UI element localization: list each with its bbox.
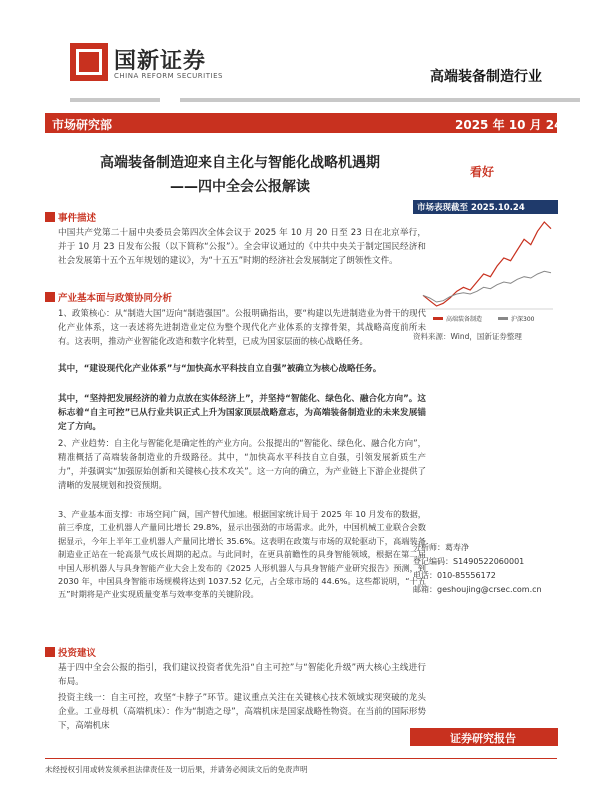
report-title: 高端装备制造迎来自主化与智能化战略机遇期 xyxy=(100,155,380,171)
chart-title: 市场表现截至 2025.10.24 xyxy=(417,203,525,213)
industry-label: 高端装备制造行业 xyxy=(430,69,542,85)
legend-swatch-2 xyxy=(498,317,508,320)
analyst-name: 分析师：葛寿净 xyxy=(413,543,469,552)
section-icon xyxy=(45,647,55,657)
department-label: 市场研究部 xyxy=(52,118,113,132)
policy-paragraph-2: 其中，“建设现代化产业体系”与“加快高水平科技自立自强”被确立为核心战略任务。 xyxy=(58,364,382,374)
chart-header xyxy=(413,200,558,214)
disclaimer: 未经授权引用或转发须承担法律责任及一切后果，并请务必阅读文后的免责声明 xyxy=(45,765,308,774)
footer-divider xyxy=(45,758,557,759)
policy-paragraph-3: 其中，“坚持把发展经济的着力点放在实体经济上”，并坚持“智能化、绿色化、融合化方向”。这标志着“自主可控”已从行业共识正式上升为国家顶层战略意志，为高端装备制造业的未来发展锚定了方向。 xyxy=(58,394,426,432)
report-date: 2025 年 10 月 24 日 xyxy=(455,118,579,132)
legend-swatch-1 xyxy=(433,317,443,320)
policy-paragraph-1: 1、政策核心：从“制造大国”迈向“制造强国”。公报明确指出，要“构建以先进制造业为骨干的现代化产业体系，这一表述将先进制造业定位为整个现代化产业体系的支撑骨架，其战略高度前所未有。这表明，推动产业智能化改造和数字化转型，已成为国家层面的核心战略任务。 xyxy=(58,308,426,346)
series-line-high-end xyxy=(423,222,551,306)
event-text: 中国共产党第二十届中央委员会第四次全体会议于 2025 年 10 月 20 日至 23 日在北京举行，并于 10 月 23 日发布公报（以下简称“公报”）。全会审议通过的《中共中央关于制定国民经济和社会发展第十五个五年规划的建议》，为“十五五”时期的经济社会发展制定了朗领性文件。 xyxy=(58,228,426,266)
section-heading-invest: 投资建议 xyxy=(45,645,96,659)
section-icon xyxy=(45,292,55,302)
brand-name-en: CHINA REFORM SECURITIES xyxy=(114,72,223,80)
rating-badge: 看好 xyxy=(470,165,495,179)
section-icon xyxy=(45,212,55,222)
section-heading-policy: 产业基本面与政策协同分析 xyxy=(45,290,172,304)
report-subtitle: ——四中全会公报解读 xyxy=(170,179,310,195)
invest-paragraph-1: 基于四中全会公报的指引，我们建议投资者优先沿“自主可控”与“智能化升级”两大核心主线进行布局。 xyxy=(58,663,426,687)
header-divider-left xyxy=(70,98,160,102)
chart-source: 资料来源：Wind，国新证券整理 xyxy=(413,332,522,341)
brand-logo xyxy=(70,43,108,81)
report-type-badge xyxy=(410,728,558,746)
market-chart xyxy=(413,214,558,329)
policy-paragraph-4: 2、产业趋势：自主化与智能化是确定性的产业方向。公报提出的“智能化、绿色化、融合化方向”，精准概括了高端装备制造业的升级路径。其中，“加快高水平科技自立自强，引领发展新质生产力”，并强调实“加强原始创新和关键核心技术攻关”。这一方向的确立，为产业链上下游企业提供了清晰的发展规划和投资预期。 xyxy=(58,438,426,490)
invest-paragraph-2: 投资主线一：自主可控，攻坚“卡脖子”环节。建议重点关注在关键核心技术领域实现突破的龙头企业。工业母机（高端机床）：作为“制造之母”，高端机床是国家战略性物资。在当前的国际形势下，高端机床 xyxy=(58,693,426,731)
legend-label-2: 沪深300 xyxy=(511,316,535,323)
header-divider-right xyxy=(180,98,580,102)
report-type-label: 证券研究报告 xyxy=(450,732,516,745)
policy-paragraph-5: 3、产业基本面支撑：市场空间广阔，国产替代加速。根据国家统计局于 2025 年 10 月发布的数据，前三季度，工业机器人产量同比增长 29.8%，显示出强劲的市场需求。此外，中国机械工业联合会数据显示，今年上半年工业机器人产量同比增长 35.6%。这表明在政策与市场的双轮驱动下，高端装备制造业正站在一轮高景气成长周期的起点。与此同时，在更具前瞻性的具身智能领域，根据在第二届中国人形机器人与具身智能产业大会上发布的《2025 人形机器人与具身智能产业研究报告》预测，到 2030 年，中国具身智能市场规模将达到 1037.52 亿元，占全球市场的 44.6%。这些都说明，“十五五”时期将是产业实现质量变革与效率变革的关键阶段。 xyxy=(58,509,426,600)
brand-name: 国新证券 xyxy=(114,49,207,74)
analyst-phone: 电话：010-85556172 xyxy=(413,571,496,580)
section-heading-event: 事件描述 xyxy=(45,210,96,224)
analyst-license: 登记编码：S1490522060001 xyxy=(413,557,525,566)
analyst-email[interactable]: 邮箱：geshoujing@crsec.com.cn xyxy=(413,585,542,594)
legend-label-1: 高端装备制造 xyxy=(446,316,483,323)
